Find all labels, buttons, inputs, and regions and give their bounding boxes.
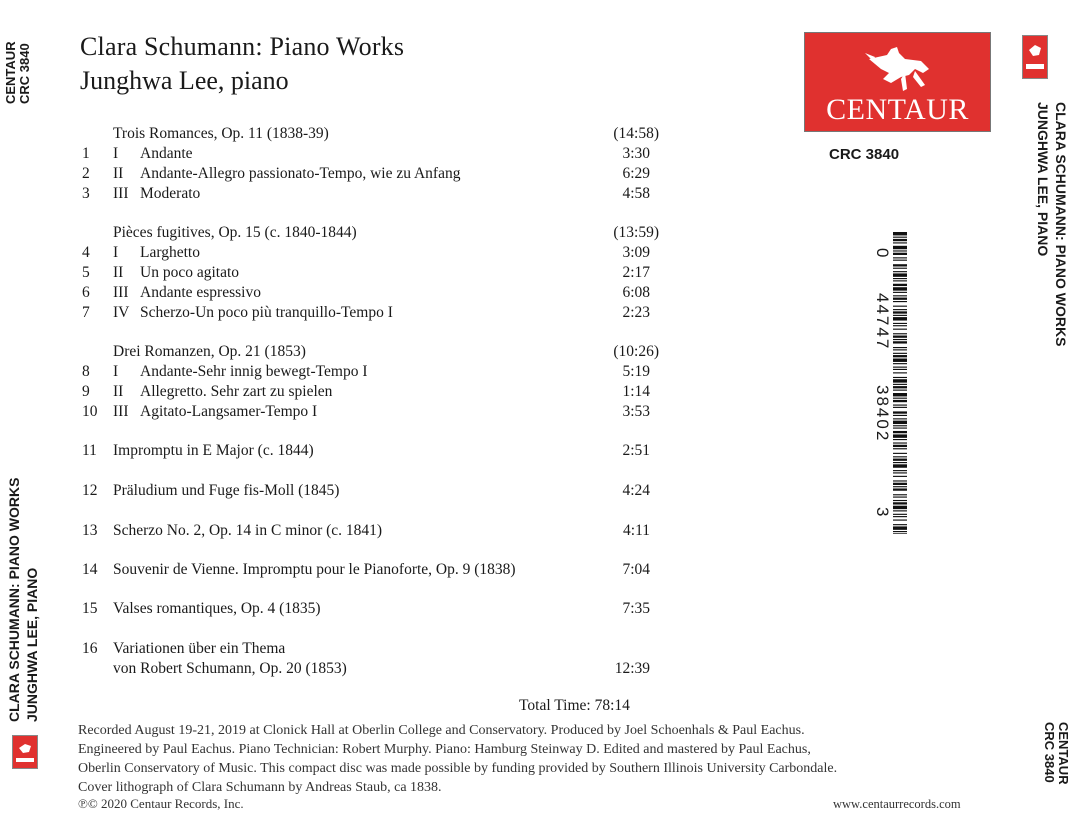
movement-title: Andante xyxy=(140,145,193,162)
barcode-bar xyxy=(893,264,907,266)
barcode-bar xyxy=(893,453,907,454)
barcode-bar xyxy=(893,415,907,416)
track-duration: 2:17 xyxy=(622,264,650,281)
barcode-bar xyxy=(893,379,907,382)
spine-logo-left xyxy=(12,735,38,769)
barcode-bar xyxy=(893,472,907,473)
track-number: 10 xyxy=(82,403,98,420)
barcode-bar xyxy=(893,462,907,463)
barcode-bar xyxy=(893,301,907,302)
track-duration: 12:39 xyxy=(614,660,650,677)
work-title: Pièces fugitives, Op. 15 xyxy=(113,224,261,241)
barcode-bar xyxy=(893,246,907,249)
track-number: 3 xyxy=(82,185,90,202)
barcode-bar xyxy=(893,421,907,424)
work-title: Variationen über ein Thema xyxy=(113,640,286,657)
barcode-bar xyxy=(893,317,907,320)
barcode-bar xyxy=(893,232,907,235)
centaur-icon xyxy=(1023,36,1047,78)
work-total-time: (10:26) xyxy=(613,343,659,360)
barcode-bar xyxy=(893,295,907,296)
track-number: 6 xyxy=(82,284,90,301)
barcode-bar xyxy=(893,398,907,399)
credits-line: Cover lithograph of Clara Schumann by Andreas Staub, ca 1838. xyxy=(78,780,442,795)
barcode-bar xyxy=(893,369,907,370)
barcode-bar xyxy=(893,407,907,408)
barcode-digits-left: 44747 xyxy=(873,293,892,351)
barcode-bar xyxy=(893,464,907,467)
barcode-bar xyxy=(893,510,907,511)
track-duration: 2:23 xyxy=(622,304,650,321)
logo-word: CENTAUR xyxy=(826,93,969,126)
barcode-bar xyxy=(893,363,907,364)
track-duration: 2:51 xyxy=(622,442,650,459)
work-date: (c. 1844) xyxy=(253,442,314,459)
barcode-bar xyxy=(893,239,907,241)
spine-title-right xyxy=(1034,102,1070,346)
barcode-bar xyxy=(893,526,907,529)
barcode-digits-right: 38402 xyxy=(873,385,892,443)
barcode-bar xyxy=(893,506,907,509)
barcode-bar xyxy=(893,257,907,258)
work-title-continued: von Robert Schumann, Op. 20 xyxy=(113,660,302,677)
barcode-bar xyxy=(893,306,907,307)
barcode-bar xyxy=(893,439,907,440)
spine-title: CLARA SCHUMANN: PIANO WORKS xyxy=(1053,102,1069,347)
copyright: ℗© 2020 Centaur Records, Inc. xyxy=(78,796,244,811)
barcode-bar xyxy=(893,459,907,461)
barcode-bar xyxy=(893,268,907,269)
barcode-bar xyxy=(893,470,907,471)
work-date: (1845) xyxy=(294,482,340,499)
track-number: 8 xyxy=(82,363,90,380)
spine-label: CENTAUR xyxy=(1056,722,1071,785)
spine-catalog: CRC 3840 xyxy=(1042,722,1057,783)
barcode-bar xyxy=(893,486,907,487)
barcode-bar xyxy=(893,488,907,490)
credits xyxy=(78,721,978,797)
track-duration: 3:09 xyxy=(622,244,650,261)
track-duration: 6:08 xyxy=(622,284,650,301)
work-title: Präludium und Fuge fis-Moll xyxy=(113,482,295,499)
barcode-bar xyxy=(893,242,907,243)
track-number: 7 xyxy=(82,304,90,321)
movement-number: I xyxy=(113,244,119,261)
track-duration: 3:30 xyxy=(622,145,650,162)
track-number: 9 xyxy=(82,383,90,400)
barcode-digit-last: 3 xyxy=(873,507,892,517)
right-spine xyxy=(1030,0,1080,829)
spine-artist: JUNGHWA LEE, PIANO xyxy=(24,567,40,722)
work-date: (c. 1840-1844) xyxy=(260,224,357,241)
barcode-bar xyxy=(893,309,907,310)
spine-label: CENTAUR xyxy=(3,41,18,104)
track-duration: 3:53 xyxy=(622,403,650,420)
barcode-bar xyxy=(893,516,907,517)
barcode-bar xyxy=(893,405,907,406)
work-date: (1853) xyxy=(301,660,347,677)
barcode-bar xyxy=(893,280,907,281)
performer: Junghwa Lee, piano xyxy=(80,66,289,95)
work-date: (1835) xyxy=(275,600,321,617)
work-date: (c. 1841) xyxy=(322,522,383,539)
barcode-bar xyxy=(893,323,907,324)
movement-number: II xyxy=(113,264,124,281)
track-duration: 1:14 xyxy=(622,383,650,400)
barcode-bar xyxy=(893,355,907,357)
barcode-bar xyxy=(893,260,907,261)
work-title: Valses romantiques, Op. 4 xyxy=(113,600,276,617)
track-duration: 6:29 xyxy=(622,165,650,182)
barcode-bar xyxy=(893,372,907,373)
barcode-bar xyxy=(893,418,907,419)
barcode-bar xyxy=(893,448,907,449)
track-number: 13 xyxy=(82,522,98,539)
barcode-bar xyxy=(893,273,907,276)
track-duration: 4:58 xyxy=(622,185,650,202)
barcode-bar xyxy=(893,386,907,388)
barcode xyxy=(893,232,907,534)
barcode-bar xyxy=(893,349,907,350)
barcode-bar xyxy=(893,390,907,391)
work-title: Drei Romanzen, Op. 21 xyxy=(113,343,261,360)
barcode-bar xyxy=(893,502,907,504)
barcode-bar xyxy=(893,336,907,338)
work-total-time: (14:58) xyxy=(613,125,659,142)
barcode-bar xyxy=(893,347,907,348)
barcode-bar xyxy=(893,428,907,429)
track-number: 12 xyxy=(82,482,98,499)
total-time: Total Time: 78:14 xyxy=(519,697,630,714)
movement-number: III xyxy=(113,403,129,420)
credits-line: Oberlin Conservatory of Music. This compact disc was made possible by funding provided by Southern Illinois University Carbondale. xyxy=(78,761,838,776)
barcode-bar xyxy=(893,520,907,521)
barcode-bar xyxy=(893,456,907,457)
barcode-bar xyxy=(893,325,907,326)
barcode-bar xyxy=(893,442,907,443)
movement-number: IV xyxy=(113,304,130,321)
barcode-bar xyxy=(893,500,907,501)
work-title: Scherzo No. 2, Op. 14 in C minor xyxy=(113,522,323,539)
credits-line: Recorded August 19-21, 2019 at Clonick Hall at Oberlin College and Conservatory. Produced by Joel Schoenhals & Paul Eachus. xyxy=(78,723,805,738)
barcode-bar xyxy=(893,253,907,255)
barcode-bar xyxy=(893,287,907,290)
track-duration: 4:24 xyxy=(622,482,650,499)
movement-title: Scherzo-Un poco più tranquillo-Tempo I xyxy=(140,304,393,321)
barcode-bar xyxy=(893,278,907,279)
movement-number: III xyxy=(113,185,129,202)
barcode-bar xyxy=(893,339,907,340)
barcode-bar xyxy=(893,353,907,354)
barcode-bar xyxy=(893,445,907,447)
centaur-icon xyxy=(861,39,941,95)
credits-line: Engineered by Paul Eachus. Piano Technician: Robert Murphy. Piano: Hamburg Steinway D. Edited and mastered by Paul Eachus, xyxy=(78,742,811,757)
track-number: 15 xyxy=(82,600,98,617)
barcode-bar xyxy=(893,341,907,343)
website: www.centaurrecords.com xyxy=(833,797,961,811)
work-date: (1853) xyxy=(260,343,306,360)
spine-label-top-left xyxy=(4,41,32,104)
barcode-bar xyxy=(893,431,907,433)
barcode-bar xyxy=(893,367,907,368)
barcode-bar xyxy=(893,292,907,293)
barcode-bar xyxy=(893,298,907,300)
spine-title-left xyxy=(5,478,41,722)
barcode-bar xyxy=(893,393,907,396)
work-total-time: (13:59) xyxy=(613,224,659,241)
movement-number: I xyxy=(113,145,119,162)
track-duration: 7:35 xyxy=(622,600,650,617)
barcode-bar xyxy=(893,329,907,330)
track-number: 1 xyxy=(82,145,90,162)
barcode-bar xyxy=(893,315,907,316)
barcode-bar xyxy=(893,514,907,515)
movement-title: Un poco agitato xyxy=(140,264,240,281)
barcode-bar xyxy=(893,533,907,534)
barcode-bar xyxy=(893,483,907,485)
barcode-bar xyxy=(893,284,907,286)
barcode-bar xyxy=(893,494,907,495)
centaur-icon xyxy=(13,736,37,768)
barcode-bar xyxy=(893,271,907,272)
barcode-bar xyxy=(893,497,907,498)
barcode-bar xyxy=(893,480,907,481)
album-title xyxy=(80,32,404,62)
spine-title: CLARA SCHUMANN: PIANO WORKS xyxy=(6,477,22,722)
catalog-number: CRC 3840 xyxy=(829,146,900,163)
movement-title: Andante-Sehr innig bewegt-Tempo I xyxy=(140,363,368,380)
work-date: (1838) xyxy=(470,561,516,578)
barcode-digit-first: 0 xyxy=(873,248,892,258)
movement-number: II xyxy=(113,165,124,182)
centaur-logo xyxy=(804,32,991,132)
movement-title: Andante espressivo xyxy=(140,284,261,301)
barcode-bar xyxy=(893,333,907,334)
track-duration: 5:19 xyxy=(622,363,650,380)
barcode-bar xyxy=(893,250,907,251)
barcode-bar xyxy=(893,411,907,413)
barcode-bar xyxy=(893,237,907,238)
movement-title: Allegretto. Sehr zart zu spielen xyxy=(140,383,333,400)
spine-logo-right xyxy=(1022,35,1048,79)
track-number: 11 xyxy=(82,442,97,459)
spine-label-bottom-right xyxy=(1042,722,1070,785)
track-number: 4 xyxy=(82,244,90,261)
track-duration: 4:11 xyxy=(623,522,650,539)
barcode-bar xyxy=(893,434,907,437)
work-title: Souvenir de Vienne. Impromptu pour le Pianoforte, Op. 9 xyxy=(113,561,471,578)
barcode-bar xyxy=(893,476,907,477)
work-title: Trois Romances, Op. 11 xyxy=(113,125,263,142)
work-date: (1838-39) xyxy=(262,125,329,142)
movement-title: Larghetto xyxy=(140,244,200,261)
track-number: 5 xyxy=(82,264,90,281)
barcode-bar xyxy=(893,425,907,426)
barcode-bar xyxy=(893,311,907,313)
track-number: 16 xyxy=(82,640,98,657)
title-separator: : xyxy=(255,32,263,61)
work-title: Impromptu in E Major xyxy=(113,442,254,459)
composer-name: Clara Schumann xyxy=(80,32,256,61)
movement-title: Andante-Allegro passionato-Tempo, wie zu Anfang xyxy=(140,165,461,182)
barcode-bar xyxy=(893,359,907,362)
left-spine xyxy=(0,0,50,829)
spine-catalog: CRC 3840 xyxy=(17,43,32,104)
track-duration: 7:04 xyxy=(622,561,650,578)
track-number: 2 xyxy=(82,165,90,182)
barcode-bar xyxy=(893,400,907,402)
movement-number: II xyxy=(113,383,124,400)
barcode-bar xyxy=(893,531,907,532)
barcode-bar xyxy=(893,384,907,385)
spine-artist: JUNGHWA LEE, PIANO xyxy=(1035,102,1051,257)
movement-number: I xyxy=(113,363,119,380)
barcode-bar xyxy=(893,377,907,378)
album-name: Piano Works xyxy=(262,32,405,61)
track-number: 14 xyxy=(82,561,98,578)
barcode-bar xyxy=(893,524,907,525)
movement-title: Moderato xyxy=(140,185,201,202)
movement-number: III xyxy=(113,284,129,301)
movement-title: Agitato-Langsamer-Tempo I xyxy=(140,403,318,420)
